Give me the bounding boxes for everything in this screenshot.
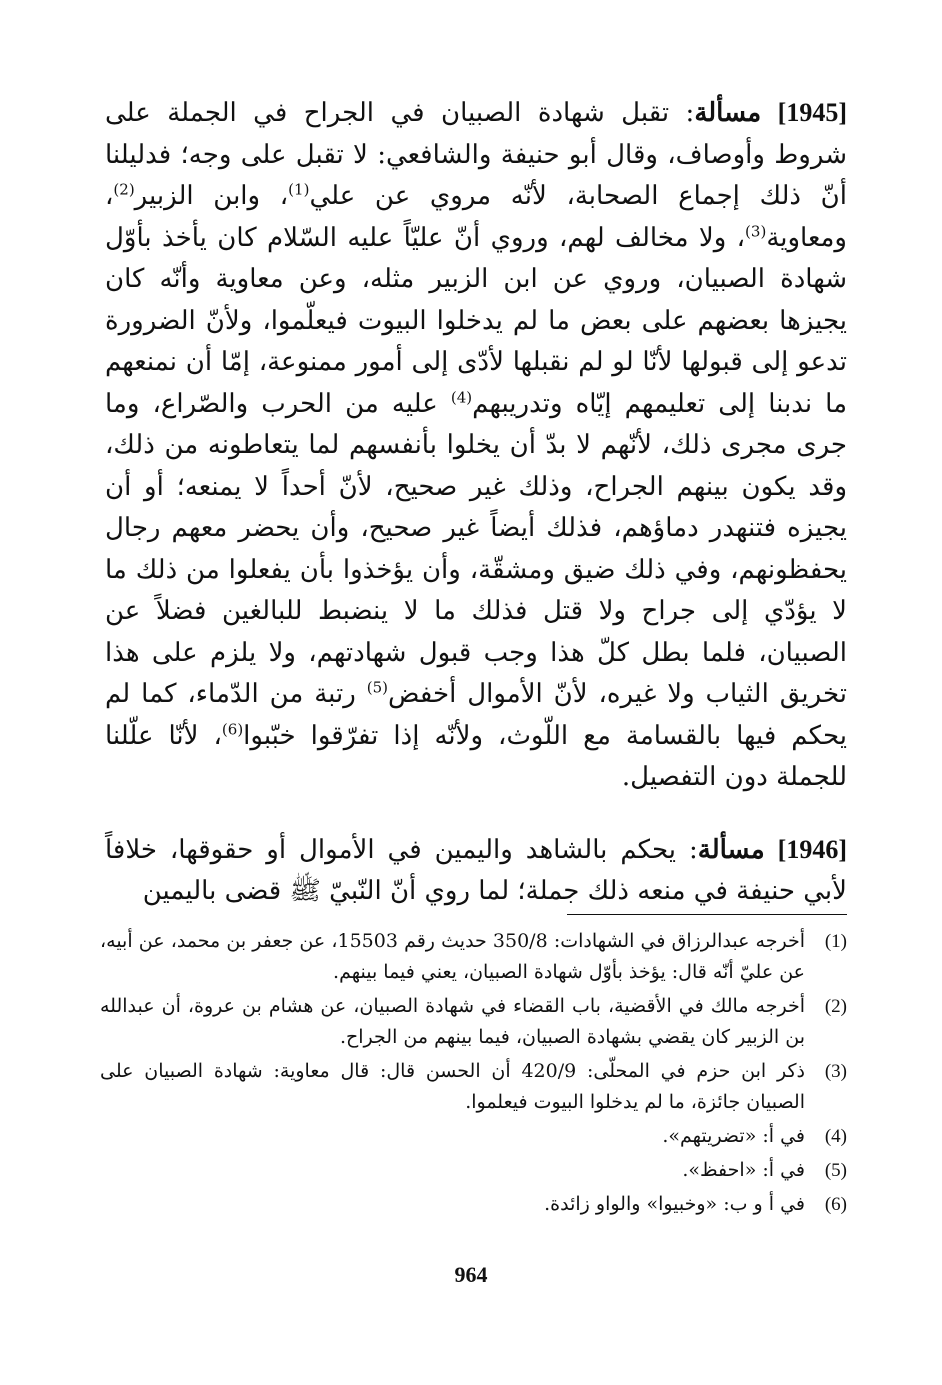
footnote-item xyxy=(100,1121,847,1152)
footnote-item xyxy=(100,1056,847,1118)
footnote-number: (3) xyxy=(824,1061,847,1082)
footnote-ref[interactable]: (2) xyxy=(113,180,135,199)
footnote-number: (6) xyxy=(824,1194,847,1215)
footnote-item xyxy=(100,1155,847,1186)
footnote-ref[interactable]: (5) xyxy=(366,678,388,697)
footnote-ref[interactable]: (4) xyxy=(450,387,473,406)
issue-number: [1946] xyxy=(777,834,847,864)
footnote-item xyxy=(100,991,847,1053)
issue-text: ، ولا مخالف لهم، وروي أنّ عليّاً عليه السّلام كان يأخذ بأوّل شهادة الصبيان، وروي عن ابن الزبير مثله، وعن معاوية وأنّه كان يجيزها بعضهم على بعض ما لم يدخلوا البيوت فيعلّموا، ولأنّ الضرورة تدعو إلى قبولها لأنّا لو لم نقبلها لأدّى إلى أمور ممنوعة، إمّا أن نمنعهم ما ندبنا إلى تعليمهم إيّاه وتدريبهم xyxy=(105,222,848,419)
footnote-text: أخرجه مالك في الأقضية، باب القضاء في شهادة الصبيان، عن هشام بن عروة، أن عبدالله بن الزبير كان يقضي بشهادة الصبيان، فيما بينهم من الجراح. xyxy=(100,995,805,1048)
issue-label: مسألة xyxy=(697,834,765,865)
issue-text: ، ومعاوية xyxy=(105,181,847,253)
footnote-number: (2) xyxy=(824,996,847,1017)
issue-label: مسألة xyxy=(694,98,762,128)
issue-1945 xyxy=(105,92,847,799)
issue-text: ، وابن الزبير xyxy=(134,181,289,211)
footnote-text: ذكر ابن حزم في المحلّى: 420/9 أن الحسن قال: قال معاوية: شهادة الصبيان على الصبيان جائزة، ما لم يدخلوا البيوت فيعلموا. xyxy=(100,1060,805,1113)
footnote-number: (1) xyxy=(824,931,847,952)
footnote-item xyxy=(100,926,847,988)
footnote-text: في أ: «احفظ». xyxy=(682,1159,805,1181)
footnotes-list xyxy=(100,926,847,1223)
issue-number: [1945] xyxy=(777,98,848,127)
footnote-text: في أ: «تضريتهم». xyxy=(662,1125,805,1147)
issue-1946 xyxy=(105,829,847,913)
issue-text: : تقبل شهادة الصبيان في الجراح في الجملة على شروط وأوصاف، وقال أبو حنيفة والشافعي: لا تقبل على وجه؛ فدليلنا أنّ ذلك إجماع الصحابة، لأنّه مروي عن علي xyxy=(105,98,847,211)
page-number: 964 xyxy=(454,1262,488,1287)
footnote-ref[interactable]: (6) xyxy=(221,719,244,738)
footnote-number: (4) xyxy=(824,1126,847,1147)
issue-text: عليه من الحرب والصّراع، وما جرى مجرى ذلك، لأنّهم لا بدّ أن يخلوا بأنفسهم لما يتعاطونه من ذلك، وقد يكون بينهم الجراح، وذلك غير صحيح، لأنّ أحداً لا يمنعه؛ أو أن يجيزه فتنهدر دماؤهم، فذلك أيضاً غير صحيح، وأن يحضر معهم رجال يحفظونهم، وفي ذلك ضيق ومشقّة، وأن يؤخذوا بأن يفعلوا من ذلك ما لا يؤدّي إلى جراح ولا قتل فذلك ما لا ينضبط للبالغين فضلاً عن الصبيان، فلما بطل كلّ هذا وجب قبول شهادتهم، ولا يلزم على هذا تخريق الثياب ولا غيره، لأنّ الأموال أخفض xyxy=(105,388,847,709)
main-text xyxy=(105,92,847,913)
footnote-separator xyxy=(567,914,847,915)
issue-text: ، لأنّا علّلنا للجملة دون التفصيل. xyxy=(105,720,847,792)
footnote-ref[interactable]: (3) xyxy=(745,221,767,240)
footnote-text: في أ و ب: «وخبيوا» والواو زائدة. xyxy=(544,1193,805,1215)
issue-text: رتبة من الدّماء، كما لم يحكم فيها بالقسامة مع اللّوث، ولأنّه إذا تفرّقوا خبّبوا xyxy=(105,679,847,751)
issue-text: : يحكم بالشاهد واليمين في الأموال أو حقوقها، خلافاً لأبي حنيفة في منعه ذلك جملة؛ لما روي أنّ النّبيّ ﷺ قضى باليمين xyxy=(105,834,847,906)
footnote-text: أخرجه عبدالرزاق في الشهادات: 350/8 حديث رقم 15503، عن جعفر بن محمد، عن أبيه، عن عليّ أنّه قال: يؤخذ بأوّل شهادة الصبيان، يعني فيما بينهم. xyxy=(100,930,805,983)
footnote-number: (5) xyxy=(824,1160,847,1181)
footnote-ref[interactable]: (1) xyxy=(288,180,310,199)
footnote-item xyxy=(100,1189,847,1220)
